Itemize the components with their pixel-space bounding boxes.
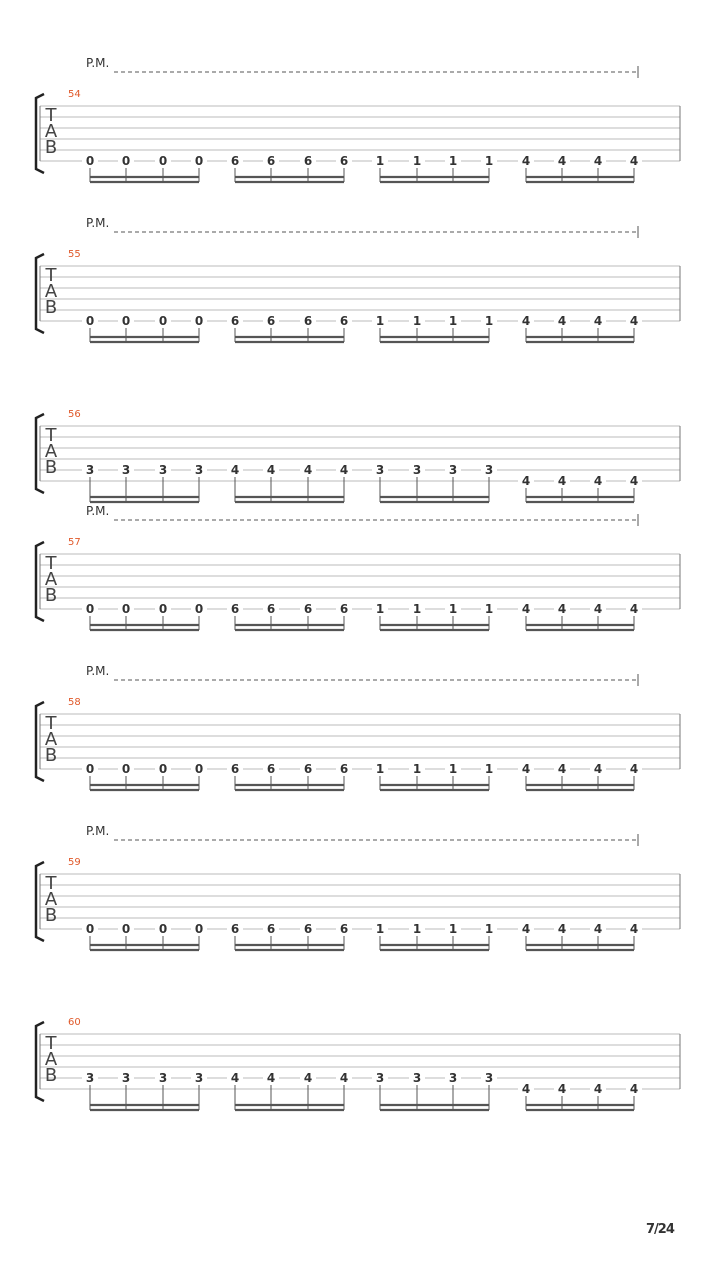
fret-number: 4 (626, 603, 642, 615)
fret-number: 1 (445, 155, 461, 167)
fret-number: 4 (590, 923, 606, 935)
fret-number: 4 (590, 315, 606, 327)
fret-number: 6 (300, 923, 316, 935)
tab-clef-b: B (44, 905, 58, 926)
fret-number: 4 (518, 603, 534, 615)
palm-mute-label: P.M. (86, 216, 110, 230)
fret-number: 4 (263, 1072, 279, 1084)
fret-number: 4 (590, 1083, 606, 1095)
tab-clef-b: B (44, 297, 58, 318)
tab-clef-t: T (45, 873, 57, 894)
fret-number: 4 (518, 763, 534, 775)
fret-number: 1 (409, 155, 425, 167)
fret-number: 0 (191, 315, 207, 327)
measure-number: 54 (68, 89, 81, 100)
fret-number: 0 (118, 155, 134, 167)
fret-number: 4 (336, 464, 352, 476)
fret-number: 3 (372, 1072, 388, 1084)
fret-number: 1 (409, 763, 425, 775)
fret-number: 6 (336, 315, 352, 327)
fret-number: 1 (445, 763, 461, 775)
fret-number: 4 (518, 315, 534, 327)
tab-clef-a: A (44, 889, 58, 910)
tab-clef-t: T (45, 105, 57, 126)
tab-clef-t: T (45, 713, 57, 734)
fret-number: 3 (191, 1072, 207, 1084)
tab-system-59 (0, 820, 720, 970)
fret-number: 4 (518, 155, 534, 167)
staff-graphics (0, 212, 720, 362)
palm-mute-label: P.M. (86, 504, 110, 518)
fret-number: 0 (118, 315, 134, 327)
fret-number: 3 (155, 464, 171, 476)
fret-number: 4 (300, 1072, 316, 1084)
fret-number: 4 (554, 603, 570, 615)
fret-number: 3 (409, 1072, 425, 1084)
tab-clef-b: B (44, 1065, 58, 1086)
fret-number: 0 (82, 155, 98, 167)
fret-number: 1 (372, 603, 388, 615)
tab-clef-t: T (45, 265, 57, 286)
fret-number: 1 (372, 763, 388, 775)
palm-mute-label: P.M. (86, 664, 110, 678)
staff-graphics (0, 52, 720, 202)
fret-number: 3 (409, 464, 425, 476)
fret-number: 6 (263, 603, 279, 615)
fret-number: 1 (372, 923, 388, 935)
fret-number: 0 (155, 763, 171, 775)
staff-graphics (0, 500, 720, 650)
fret-number: 0 (118, 603, 134, 615)
fret-number: 6 (227, 923, 243, 935)
palm-mute-label: P.M. (86, 56, 110, 70)
fret-number: 4 (300, 464, 316, 476)
fret-number: 6 (227, 315, 243, 327)
measure-number: 56 (68, 409, 81, 420)
tab-clef-b: B (44, 745, 58, 766)
tab-clef-a: A (44, 281, 58, 302)
tab-system-57 (0, 500, 720, 650)
fret-number: 6 (336, 603, 352, 615)
fret-number: 1 (409, 315, 425, 327)
fret-number: 0 (82, 923, 98, 935)
tab-clef-a: A (44, 729, 58, 750)
fret-number: 3 (118, 464, 134, 476)
tab-clef-a: A (44, 1049, 58, 1070)
fret-number: 6 (336, 155, 352, 167)
fret-number: 1 (372, 155, 388, 167)
measure-number: 58 (68, 697, 81, 708)
fret-number: 0 (155, 315, 171, 327)
fret-number: 6 (336, 763, 352, 775)
fret-number: 4 (554, 315, 570, 327)
tab-system-58 (0, 660, 720, 810)
fret-number: 0 (82, 315, 98, 327)
fret-number: 6 (263, 923, 279, 935)
fret-number: 4 (626, 475, 642, 487)
fret-number: 4 (626, 1083, 642, 1095)
fret-number: 0 (82, 603, 98, 615)
fret-number: 0 (82, 763, 98, 775)
fret-number: 0 (191, 155, 207, 167)
fret-number: 0 (118, 763, 134, 775)
fret-number: 6 (300, 155, 316, 167)
fret-number: 4 (554, 763, 570, 775)
fret-number: 6 (263, 155, 279, 167)
fret-number: 0 (155, 155, 171, 167)
fret-number: 4 (227, 1072, 243, 1084)
fret-number: 1 (481, 603, 497, 615)
fret-number: 0 (191, 923, 207, 935)
tab-clef-a: A (44, 441, 58, 462)
fret-number: 0 (155, 923, 171, 935)
fret-number: 1 (481, 155, 497, 167)
fret-number: 0 (191, 603, 207, 615)
tab-clef-a: A (44, 569, 58, 590)
fret-number: 4 (590, 763, 606, 775)
fret-number: 6 (227, 603, 243, 615)
fret-number: 4 (554, 155, 570, 167)
fret-number: 1 (481, 315, 497, 327)
fret-number: 4 (227, 464, 243, 476)
fret-number: 1 (481, 763, 497, 775)
fret-number: 1 (372, 315, 388, 327)
fret-number: 1 (481, 923, 497, 935)
tab-system-55 (0, 212, 720, 362)
staff-graphics (0, 980, 720, 1130)
fret-number: 6 (263, 315, 279, 327)
fret-number: 4 (336, 1072, 352, 1084)
fret-number: 3 (155, 1072, 171, 1084)
fret-number: 0 (118, 923, 134, 935)
fret-number: 3 (118, 1072, 134, 1084)
tab-clef-b: B (44, 137, 58, 158)
fret-number: 0 (155, 603, 171, 615)
fret-number: 4 (554, 1083, 570, 1095)
fret-number: 6 (300, 315, 316, 327)
tab-clef-t: T (45, 425, 57, 446)
tab-clef-t: T (45, 1033, 57, 1054)
measure-number: 55 (68, 249, 81, 260)
fret-number: 6 (227, 763, 243, 775)
fret-number: 6 (300, 763, 316, 775)
fret-number: 1 (445, 315, 461, 327)
fret-number: 1 (445, 923, 461, 935)
fret-number: 4 (590, 603, 606, 615)
tab-clef-b: B (44, 457, 58, 478)
fret-number: 3 (481, 464, 497, 476)
page-number: 7/24 (646, 1222, 674, 1237)
measure-number: 57 (68, 537, 81, 548)
fret-number: 4 (626, 315, 642, 327)
tab-clef-a: A (44, 121, 58, 142)
fret-number: 4 (590, 475, 606, 487)
fret-number: 4 (626, 155, 642, 167)
tab-clef-b: B (44, 585, 58, 606)
staff-graphics (0, 820, 720, 970)
tab-clef-t: T (45, 553, 57, 574)
fret-number: 1 (409, 603, 425, 615)
tab-system-54 (0, 52, 720, 202)
fret-number: 1 (409, 923, 425, 935)
fret-number: 4 (590, 155, 606, 167)
fret-number: 6 (300, 603, 316, 615)
fret-number: 4 (263, 464, 279, 476)
palm-mute-label: P.M. (86, 824, 110, 838)
fret-number: 4 (626, 923, 642, 935)
fret-number: 4 (554, 475, 570, 487)
fret-number: 4 (626, 763, 642, 775)
fret-number: 3 (82, 464, 98, 476)
fret-number: 3 (372, 464, 388, 476)
fret-number: 3 (445, 1072, 461, 1084)
fret-number: 4 (518, 475, 534, 487)
fret-number: 1 (445, 603, 461, 615)
fret-number: 4 (518, 1083, 534, 1095)
fret-number: 6 (263, 763, 279, 775)
fret-number: 3 (445, 464, 461, 476)
measure-number: 59 (68, 857, 81, 868)
fret-number: 6 (336, 923, 352, 935)
fret-number: 3 (82, 1072, 98, 1084)
fret-number: 3 (191, 464, 207, 476)
fret-number: 0 (191, 763, 207, 775)
tab-system-60 (0, 980, 720, 1130)
fret-number: 4 (518, 923, 534, 935)
fret-number: 4 (554, 923, 570, 935)
staff-graphics (0, 660, 720, 810)
fret-number: 3 (481, 1072, 497, 1084)
measure-number: 60 (68, 1017, 81, 1028)
fret-number: 6 (227, 155, 243, 167)
